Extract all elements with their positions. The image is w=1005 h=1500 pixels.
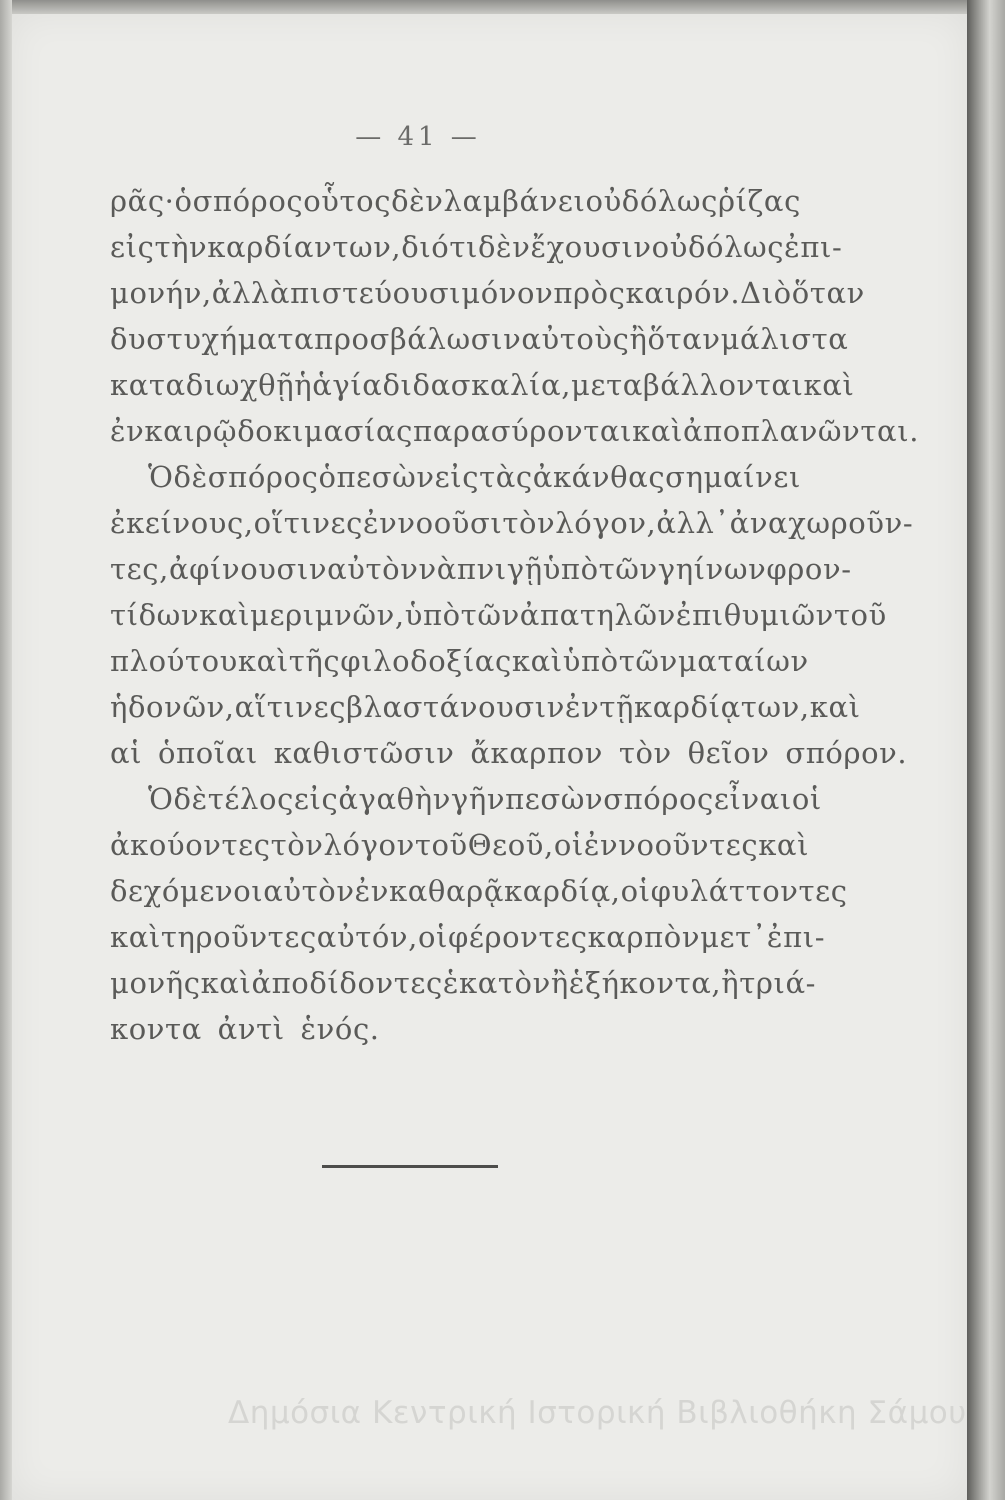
text-line-1: ρᾶς· ὁ σπόρος οὗτος δὲν λαμβάνει οὐδόλως ῥίζας — [110, 184, 801, 218]
text-line-5: καταδιωχθῇ ἡ ἁγία διδασκαλία, μεταβάλλονται καὶ — [110, 368, 855, 402]
page-top-edge — [0, 0, 1005, 14]
text-line-18: μονῆς καὶ ἀποδίδοντες ἑκατὸν ἢ ἑξήκοντα, ἢ τριά- — [110, 966, 817, 1000]
text-line-6: ἐν καιρῷ δοκιμασίας παρασύρονται καὶ ἀποπλανῶνται. — [110, 414, 920, 448]
book-binding-edge — [967, 0, 1005, 1500]
text-line-4: δυστυχήματα προσβάλωσιν αὐτοὺς ἢ ὅταν μάλιστα — [110, 322, 849, 356]
text-line-8: ἐκείνους, οἵτινες ἐννοοῦσι τὸν λόγον, ἀλλ᾽ ἀναχωροῦν- — [110, 506, 914, 540]
text-line-14: Ὁ δὲ τέλος εἰς ἀγαθὴν γῆν πεσὼν σπόρος εἶναι οἱ — [148, 782, 822, 816]
text-line-3: μονήν, ἀλλὰ πιστεύουσι μόνον πρὸς καιρόν. Διὸ ὅταν — [110, 276, 865, 310]
text-line-16: δεχόμενοι αὐτὸν ἐν καθαρᾷ καρδίᾳ, οἱ φυλάττοντες — [110, 874, 848, 908]
library-watermark: Δημόσια Κεντρική Ιστορική Βιβλιοθήκη Σάμου — [228, 1395, 967, 1431]
page-left-edge — [0, 0, 12, 1500]
text-line-11: πλούτου καὶ τῆς φιλοδοξίας καὶ ὑπὸ τῶν ματαίων — [110, 644, 809, 678]
text-line-19: κοντα ἀντὶ ἑνός. — [110, 1012, 380, 1046]
page-number: — 41 — — [355, 122, 481, 152]
text-line-12: ἡδονῶν, αἵτινες βλαστάνουσιν ἐν τῇ καρδίᾳ των, καὶ — [110, 690, 861, 724]
text-line-9: τες, ἀφίνουσιν αὐτὸν νὰ πνιγῇ ὑπὸ τῶν γηίνων φρον- — [110, 552, 852, 586]
text-line-2: εἰς τὴν καρδίαν των, διότι δὲν ἔχουσιν οὐδόλως ἐπι- — [110, 230, 843, 264]
text-line-15: ἀκούοντες τὸν λόγον τοῦ Θεοῦ, οἱ ἐννοοῦντες καὶ — [110, 828, 810, 862]
page-text — [110, 178, 920, 1052]
text-line-10: τίδων καὶ μεριμνῶν, ὑπὸ τῶν ἀπατηλῶν ἐπιθυμιῶν τοῦ — [110, 598, 887, 632]
section-divider-rule — [322, 1165, 498, 1168]
text-line-17: καὶ τηροῦντες αὐτόν, οἱ φέροντες καρπὸν μετ᾽ ἐπι- — [110, 920, 826, 954]
text-line-7: Ὁ δὲ σπόρος ὁ πεσὼν εἰς τὰς ἀκάνθας σημαίνει — [148, 460, 801, 494]
text-line-13: αἱ ὁποῖαι καθιστῶσιν ἄκαρπον τὸν θεῖον σπόρον. — [110, 736, 908, 770]
